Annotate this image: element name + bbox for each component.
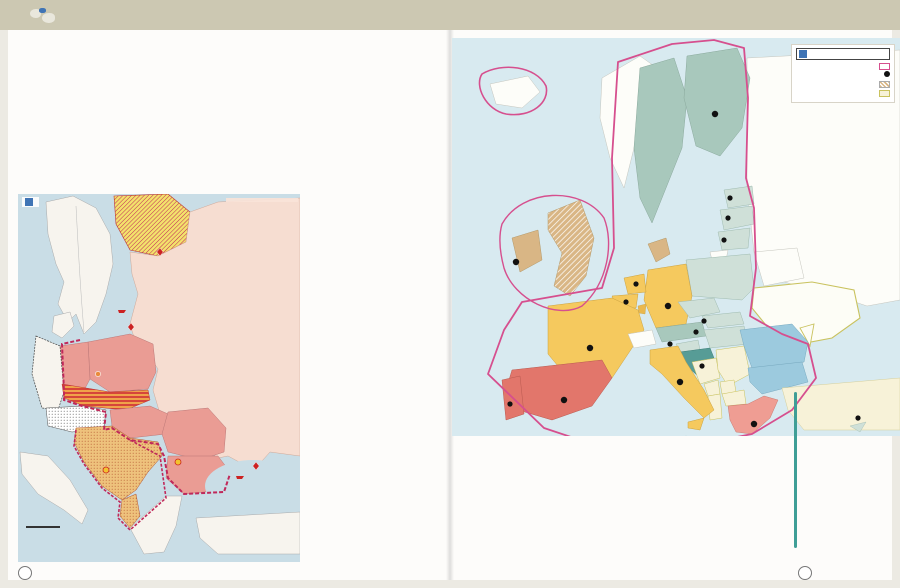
timeline-axis	[794, 392, 797, 548]
euro-icon	[587, 345, 593, 351]
map-soviet-bloc-1947-1955	[18, 194, 300, 562]
euro-icon	[884, 71, 890, 77]
euro-icon	[701, 318, 706, 323]
body-column	[306, 188, 444, 194]
euro-icon	[623, 299, 628, 304]
legend-brexit	[796, 81, 890, 88]
brexit-swatch	[879, 81, 890, 88]
chart-header	[458, 360, 688, 361]
cominform-hq-belgrade-dot	[103, 467, 109, 473]
country-turkey	[196, 512, 300, 554]
country-romania	[740, 324, 808, 368]
map1-scale-bar	[26, 526, 60, 529]
euro-icon	[725, 215, 730, 220]
left-page-number	[18, 566, 32, 580]
figure2-number	[799, 50, 807, 58]
country-poland	[686, 254, 754, 300]
legend-candidate	[796, 90, 890, 97]
euro-icon	[513, 259, 519, 265]
euro-icon	[667, 341, 672, 346]
figure2-title-bar	[796, 48, 890, 60]
country-luxembourg	[638, 304, 646, 314]
page-header-band	[0, 0, 900, 30]
world-map-logo	[30, 6, 56, 24]
map2-legend	[791, 44, 895, 103]
cominform-founding-icon	[95, 371, 100, 376]
logo-highlight-dot	[39, 8, 46, 13]
euro-icon	[721, 237, 726, 242]
legend-schengen	[796, 63, 890, 70]
country-hungary	[704, 326, 748, 348]
candidate-swatch	[879, 90, 890, 97]
legend-eurozone	[796, 71, 890, 77]
country-poland	[88, 334, 156, 392]
map1-svg	[18, 194, 300, 562]
eu-expansion-timeline	[698, 376, 898, 552]
figure1-number	[25, 198, 33, 206]
euro-icon	[665, 303, 671, 309]
map1-legend	[226, 198, 298, 202]
cominform-hq-bucharest-dot	[175, 459, 181, 465]
left-page-footer	[18, 566, 36, 580]
euro-icon	[727, 195, 732, 200]
black-sea	[205, 460, 300, 512]
euro-icon	[699, 363, 704, 368]
gdp-chart	[458, 378, 688, 514]
figure1-title-bar	[22, 197, 39, 207]
right-page-number	[798, 566, 812, 580]
euro-icon	[693, 329, 698, 334]
right-page-footer	[794, 566, 812, 580]
schengen-swatch	[879, 63, 890, 70]
euro-icon	[633, 281, 638, 286]
euro-icon	[712, 111, 718, 117]
